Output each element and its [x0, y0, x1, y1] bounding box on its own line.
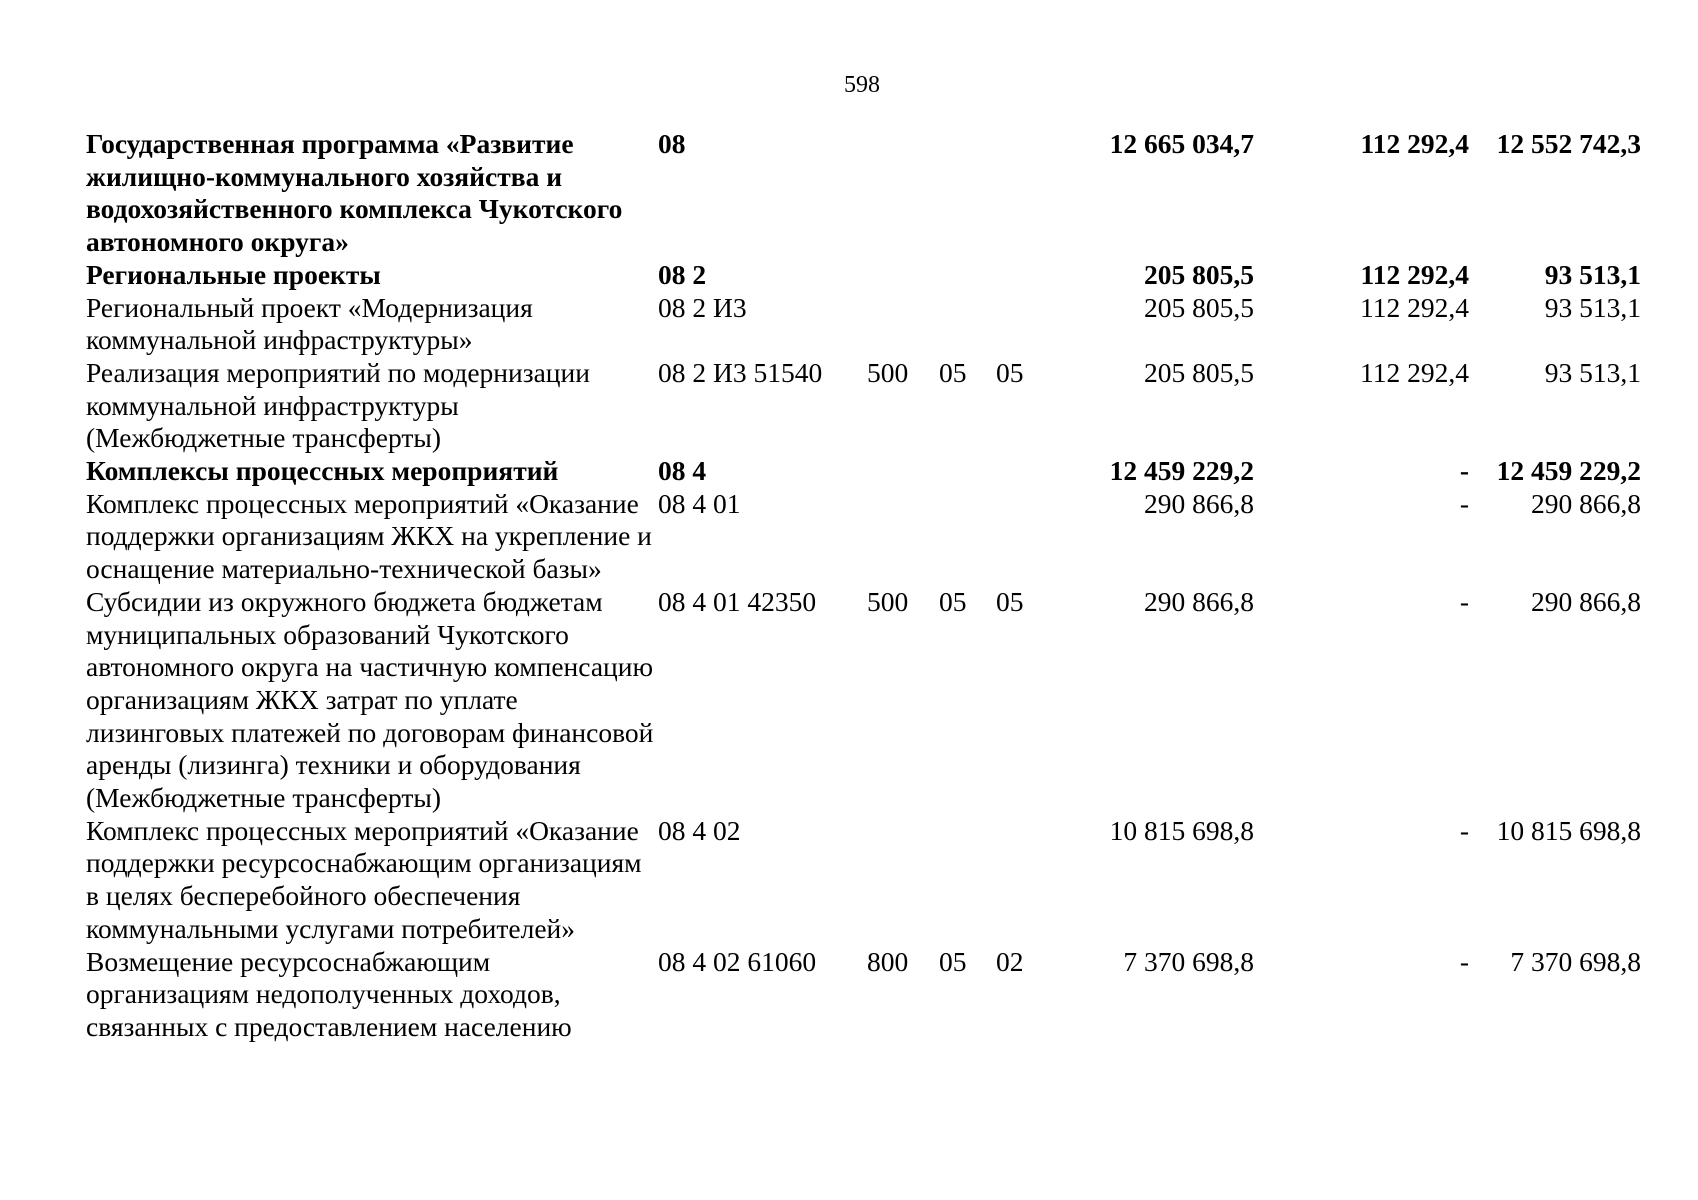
row-regional-amount: 290 866,8	[1531, 487, 1641, 519]
row-section-code	[939, 815, 996, 946]
row-target-article-code: 08	[658, 128, 686, 159]
row-expense-type-code	[867, 259, 939, 292]
row-total-amount: 290 866,8	[1144, 585, 1254, 617]
row-expense-type-code	[867, 292, 939, 357]
row-target-article-code: 08 2 И3 51540	[658, 356, 823, 388]
row-section-code: 05	[939, 356, 967, 388]
table-row	[86, 292, 1641, 357]
table-row	[86, 488, 1641, 586]
row-total-amount: 12 665 034,7	[1109, 128, 1254, 159]
row-section-code	[939, 455, 996, 488]
row-regional-amount: 93 513,1	[1544, 291, 1641, 323]
row-regional-amount: 93 513,1	[1544, 258, 1641, 290]
row-section-code	[939, 259, 996, 292]
budget-table-body	[86, 128, 1641, 1044]
row-subsection-code	[996, 292, 1056, 357]
row-name: Комплекс процессных мероприятий «Оказание поддержки ресурсоснабжающим организациям в целях бесперебойного обеспечения коммунальными услугами потребителей»	[86, 814, 642, 944]
row-target-article-code: 08 4 02 61060	[658, 945, 817, 977]
row-total-amount: 12 459 229,2	[1109, 455, 1254, 487]
row-federal-amount: -	[1459, 585, 1469, 617]
row-expense-type-code: 500	[867, 356, 909, 388]
row-expense-type-code	[867, 128, 939, 259]
row-expense-type-code	[867, 815, 939, 946]
row-name: Реализация мероприятий по модернизации коммунальной инфраструктуры (Межбюджетные трансферты)	[86, 356, 590, 454]
row-regional-amount: 290 866,8	[1531, 585, 1641, 617]
row-total-amount: 205 805,5	[1144, 258, 1254, 290]
row-subsection-code	[996, 259, 1056, 292]
row-target-article-code: 08 4 01 42350	[658, 585, 817, 617]
row-section-code	[939, 128, 996, 259]
row-section-code	[939, 488, 996, 586]
row-section-code	[939, 292, 996, 357]
row-regional-amount: 93 513,1	[1544, 356, 1641, 388]
row-target-article-code: 08 4 01	[658, 487, 741, 519]
row-regional-amount: 7 370 698,8	[1510, 945, 1641, 977]
table-row	[86, 259, 1641, 292]
row-federal-amount: -	[1459, 945, 1469, 977]
row-target-article-code: 08 2	[658, 258, 707, 290]
row-expense-type-code	[867, 488, 939, 586]
row-subsection-code: 05	[996, 356, 1024, 388]
row-total-amount: 205 805,5	[1144, 356, 1254, 388]
row-regional-amount: 10 815 698,8	[1496, 814, 1641, 846]
table-row	[86, 946, 1641, 1044]
row-subsection-code	[996, 455, 1056, 488]
row-name: Комплексы процессных мероприятий	[86, 455, 559, 487]
row-name: Государственная программа «Развитие жилищно-коммунального хозяйства и водохозяйственного комплекса Чукотского автономного округа»	[86, 128, 623, 258]
row-expense-type-code: 500	[867, 585, 909, 617]
row-federal-amount: 112 292,4	[1360, 128, 1469, 159]
row-total-amount: 290 866,8	[1144, 487, 1254, 519]
row-name: Возмещение ресурсоснабжающим организациям недополученных доходов, связанных с предоставлением населению	[86, 945, 572, 1042]
row-name: Комплекс процессных мероприятий «Оказание поддержки организациям ЖКХ на укрепление и оснащение материально-технической базы»	[86, 487, 652, 585]
row-regional-amount: 12 552 742,3	[1496, 128, 1641, 159]
row-federal-amount: 112 292,4	[1360, 258, 1469, 290]
row-subsection-code	[996, 488, 1056, 586]
row-section-code: 05	[939, 945, 967, 977]
row-federal-amount: 112 292,4	[1360, 356, 1469, 388]
row-name: Региональный проект «Модернизация коммунальной инфраструктуры»	[86, 291, 533, 356]
row-section-code: 05	[939, 585, 967, 617]
table-row	[86, 455, 1641, 488]
table-row	[86, 586, 1641, 815]
row-target-article-code: 08 2 И3	[658, 291, 747, 323]
page-number: 598	[844, 72, 880, 98]
row-regional-amount: 12 459 229,2	[1496, 455, 1641, 487]
table-row	[86, 815, 1641, 946]
row-subsection-code: 05	[996, 585, 1024, 617]
row-total-amount: 10 815 698,8	[1109, 814, 1254, 846]
row-federal-amount: 112 292,4	[1360, 291, 1469, 323]
row-name: Субсидии из окружного бюджета бюджетам муниципальных образований Чукотского автономного округа на частичную компенсацию организациям ЖКХ затрат по уплате лизинговых платежей по договорам финансовой аренды (лизинга) техники и оборудования (Межбюджетные трансферты)	[86, 585, 654, 814]
row-subsection-code	[996, 128, 1056, 259]
row-federal-amount: -	[1459, 814, 1469, 846]
table-row	[86, 357, 1641, 455]
row-name: Региональные проекты	[86, 258, 381, 290]
row-subsection-code	[996, 815, 1056, 946]
row-federal-amount: -	[1459, 487, 1469, 519]
row-expense-type-code	[867, 455, 939, 488]
budget-table	[86, 128, 1641, 1044]
row-subsection-code: 02	[996, 945, 1024, 977]
row-target-article-code: 08 4	[658, 455, 707, 487]
row-total-amount: 205 805,5	[1144, 291, 1254, 323]
row-expense-type-code: 800	[867, 945, 909, 977]
row-total-amount: 7 370 698,8	[1123, 945, 1254, 977]
row-target-article-code: 08 4 02	[658, 814, 741, 846]
row-federal-amount: -	[1459, 455, 1469, 487]
table-row	[86, 128, 1641, 259]
